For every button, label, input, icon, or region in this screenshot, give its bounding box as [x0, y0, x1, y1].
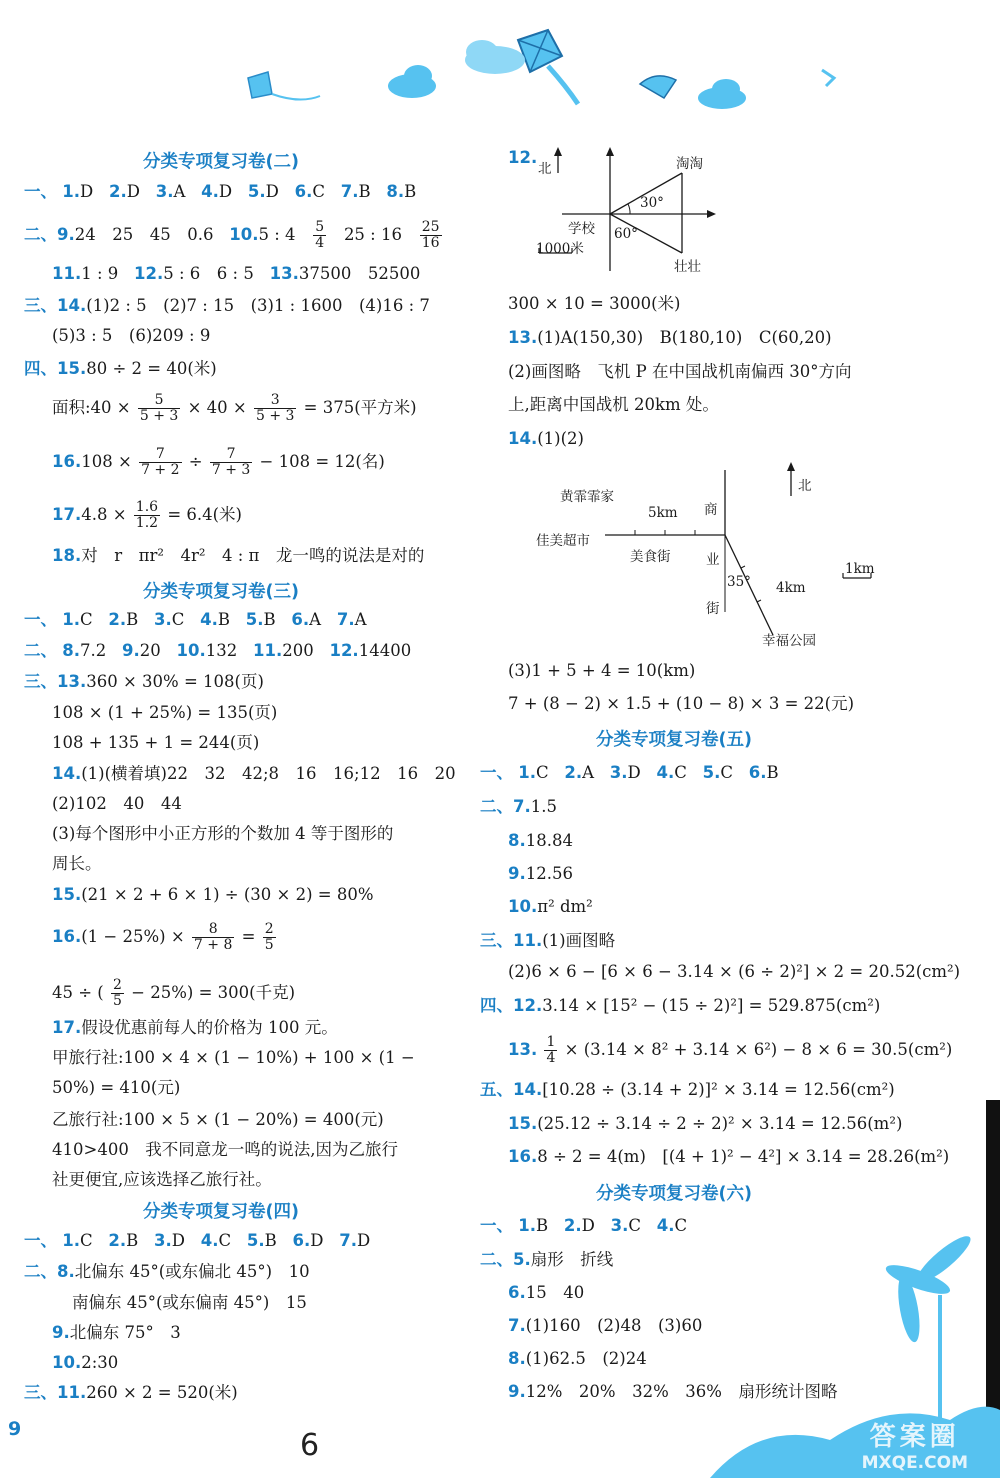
s2-q9-q10-row: 二、9.24 25 45 0.6 10.5 : 4 $\frac{5}{4}$ 25 : 16 $\frac{25}{16}$	[24, 219, 440, 251]
s5-q8-row: 8.18.84	[508, 831, 573, 850]
d2-shang-label: 商	[704, 502, 718, 518]
s3-q17-line4: 乙旅行社:100 × 5 × (1 − 20%) = 400(元)	[52, 1110, 384, 1129]
d1-north-label: 北	[538, 161, 552, 177]
s2-q16-row: 16.108 × $\frac{7}{7 + 2}$ ÷ $\frac{7}{7 + 3}$ − 108 = 12(名)	[52, 446, 385, 478]
section-title-5: 分类专项复习卷(五)	[596, 730, 752, 750]
d1-angle2-label: 60°	[614, 226, 638, 242]
section-title-4: 分类专项复习卷(四)	[143, 1202, 299, 1222]
s5-q7-row: 二、7.1.5	[480, 797, 557, 816]
s5-q1-row: 一、 1.C 2.A 3.D 4.C 5.C 6.B	[480, 763, 779, 782]
s3-q2-row: 二、 8.7.2 9.20 10.132 11.200 12.14400	[24, 641, 412, 660]
s6-q6-row: 6.15 40	[508, 1283, 585, 1302]
watermark-url: MXQE.COM	[861, 1453, 968, 1473]
s5-q15-row: 15.(25.12 ÷ 3.14 ÷ 2 ÷ 2)² × 3.14 = 12.56(m²)	[508, 1114, 903, 1133]
s3-q13-line2: 108 × (1 + 25%) = 135(页)	[52, 703, 278, 722]
d2-north-label: 北	[798, 478, 812, 494]
watermark	[862, 1416, 968, 1473]
s5-q14-row: 五、14.[10.28 ÷ (3.14 + 2)]² × 3.14 = 12.56(cm²)	[480, 1080, 895, 1099]
s6-q8-row: 8.(1)62.5 (2)24	[508, 1349, 647, 1368]
s5-q11-line2: (2)6 × 6 − [6 × 6 − 3.14 × (6 ÷ 2)²] × 2 = 20.52(cm²)	[508, 962, 961, 981]
s6-q9-row: 9.12% 20% 32% 36% 扇形统计图略	[508, 1382, 838, 1401]
s3-q1-row: 一、 1.C 2.B 3.C 4.B 5.B 6.A 7.A	[24, 610, 367, 629]
s3-q17-line2: 甲旅行社:100 × 4 × (1 − 10%) + 100 × (1 −	[52, 1048, 415, 1067]
d2-ye-label: 业	[706, 552, 720, 568]
s4-q10-row: 10.2:30	[52, 1353, 119, 1372]
r-q14-line3: 7 + (8 − 2) × 1.5 + (10 − 8) × 3 = 22(元)	[508, 694, 855, 713]
d2-scale-label: 1km	[845, 561, 875, 577]
d2-angle-label: 35°	[727, 574, 751, 590]
s5-q9-row: 9.12.56	[508, 864, 573, 883]
r-q12-label: 12.	[508, 148, 538, 167]
section-title-6: 分类专项复习卷(六)	[596, 1184, 752, 1204]
handwritten-mark: 6	[300, 1428, 320, 1463]
cloud-icon	[388, 40, 746, 109]
s5-q13-row: 13. $\frac{1}{4}$ × (3.14 × 8² + 3.14 × 6²) − 8 × 6 = 30.5(cm²)	[508, 1034, 953, 1066]
s3-q14-line1: 14.(1)(横着填)22 32 42;8 16 16;12 16 20	[52, 764, 456, 783]
d2-home-label: 黄霏霏家	[560, 489, 614, 505]
d2-jie-label: 街	[706, 601, 720, 617]
s3-q13-line3: 108 + 135 + 1 = 244(页)	[52, 733, 260, 752]
s3-q17-line5: 410>400 我不同意龙一鸣的说法,因为乙旅行	[52, 1140, 399, 1159]
s3-q15-row: 15.(21 × 2 + 6 × 1) ÷ (30 × 2) = 80%	[52, 885, 374, 904]
s3-q16-line1: 16.(1 − 25%) × $\frac{8}{7 + 8}$ = $\frac{2}{5}$	[52, 921, 274, 953]
s2-q18-row: 18.对 r πr² 4r² 4 : π 龙一鸣的说法是对的	[52, 546, 425, 565]
section-title-2: 分类专项复习卷(二)	[143, 152, 299, 172]
d1-scale-label: 1000米	[536, 241, 584, 257]
s4-q9-row: 9.北偏东 75° 3	[52, 1323, 181, 1342]
d2-dist4-label: 4km	[776, 580, 806, 596]
s3-q17-line1: 17.假设优惠前每人的价格为 100 元。	[52, 1018, 338, 1037]
s2-area-row: 面积:40 × $\frac{5}{5 + 3}$ × 40 × $\frac{3}{5 + 3}$ = 375(平方米)	[52, 392, 417, 424]
r-q14-line1: 14.(1)(2)	[508, 429, 584, 448]
s2-q14-line1: 三、14.(1)2 : 5 (2)7 : 15 (3)1 : 1600 (4)16 : 7	[24, 296, 430, 315]
d1-zhuangzhuang-label: 壮壮	[674, 259, 701, 275]
s5-q16-row: 16.8 ÷ 2 = 4(m) [(4 + 1)² − 4²] × 3.14 = 28.26(m²)	[508, 1147, 950, 1166]
s3-q17-line6: 社更便宜,应该选择乙旅行社。	[52, 1170, 272, 1189]
s2-q17-row: 17.4.8 × $\frac{1.6}{1.2}$ = 6.4(米)	[52, 499, 242, 531]
section-title-3: 分类专项复习卷(三)	[143, 582, 299, 602]
s3-q13-line1: 三、13.360 × 30% = 108(页)	[24, 672, 264, 691]
r-q12-calc: 300 × 10 = 3000(米)	[508, 294, 681, 313]
page-number: 9	[8, 1418, 22, 1440]
s2-q11-q13-row: 11.1 : 9 12.5 : 6 6 : 5 13.37500 52500	[52, 264, 421, 283]
s5-q12-row: 四、12.3.14 × [15² − (15 ÷ 2)²] = 529.875(cm²)	[480, 996, 881, 1015]
s6-q5-row: 二、5.扇形 折线	[480, 1250, 614, 1269]
d2-dist5-label: 5km	[648, 505, 678, 521]
d2-park-label: 幸福公园	[762, 633, 816, 649]
d1-angle1-label: 30°	[640, 195, 664, 211]
r-q13-line2: (2)画图略 飞机 P 在中国战机南偏西 30°方向	[508, 362, 852, 381]
s6-q7-row: 7.(1)160 (2)48 (3)60	[508, 1316, 703, 1335]
s4-q8-line2: 南偏东 45°(或东偏南 45°) 15	[72, 1293, 307, 1312]
d2-food-label: 美食街	[630, 549, 671, 565]
d1-school-label: 学校	[568, 221, 595, 237]
d1-taotao-label: 淘淘	[676, 156, 703, 172]
s5-q11-line1: 三、11.(1)画图略	[480, 931, 616, 950]
r-q14-line2: (3)1 + 5 + 4 = 10(km)	[508, 661, 696, 680]
r-q13-line3: 上,距离中国战机 20km 处。	[508, 395, 719, 414]
s3-q16-line2: 45 ÷ ( $\frac{2}{5}$ − 25%) = 300(千克)	[52, 977, 296, 1009]
s6-q1-row: 一、 1.B 2.D 3.C 4.C	[480, 1216, 688, 1235]
windmill-icon	[883, 1230, 976, 1430]
s3-q14-line4: 周长。	[52, 854, 102, 873]
r-q13-line1: 13.(1)A(150,30) B(180,10) C(60,20)	[508, 328, 832, 347]
kite-icon	[248, 30, 834, 104]
s4-q1-row: 一、 1.C 2.B 3.D 4.C 5.B 6.D 7.D	[24, 1231, 371, 1250]
s3-q14-line2: (2)102 40 44	[52, 794, 182, 813]
s4-q11-row: 三、11.260 × 2 = 520(米)	[24, 1383, 238, 1402]
d2-market-label: 佳美超市	[536, 533, 590, 549]
s2-q15-row: 四、15.80 ÷ 2 = 40(米)	[24, 359, 217, 378]
s3-q14-line3: (3)每个图形中小正方形的个数加 4 等于图形的	[52, 824, 394, 843]
header-decoration	[0, 0, 1000, 130]
s2-q1-row: 一、 1.D 2.D 3.A 4.D 5.D 6.C 7.B 8.B	[24, 182, 417, 201]
s3-q17-line3: 50%) = 410(元)	[52, 1078, 181, 1097]
s4-q8-line1: 二、8.北偏东 45°(或东偏北 45°) 10	[24, 1262, 310, 1281]
s5-q10-row: 10.π² dm²	[508, 897, 593, 916]
watermark-title: 答案圈	[869, 1422, 960, 1452]
s2-q14-line2: (5)3 : 5 (6)209 : 9	[52, 326, 211, 345]
